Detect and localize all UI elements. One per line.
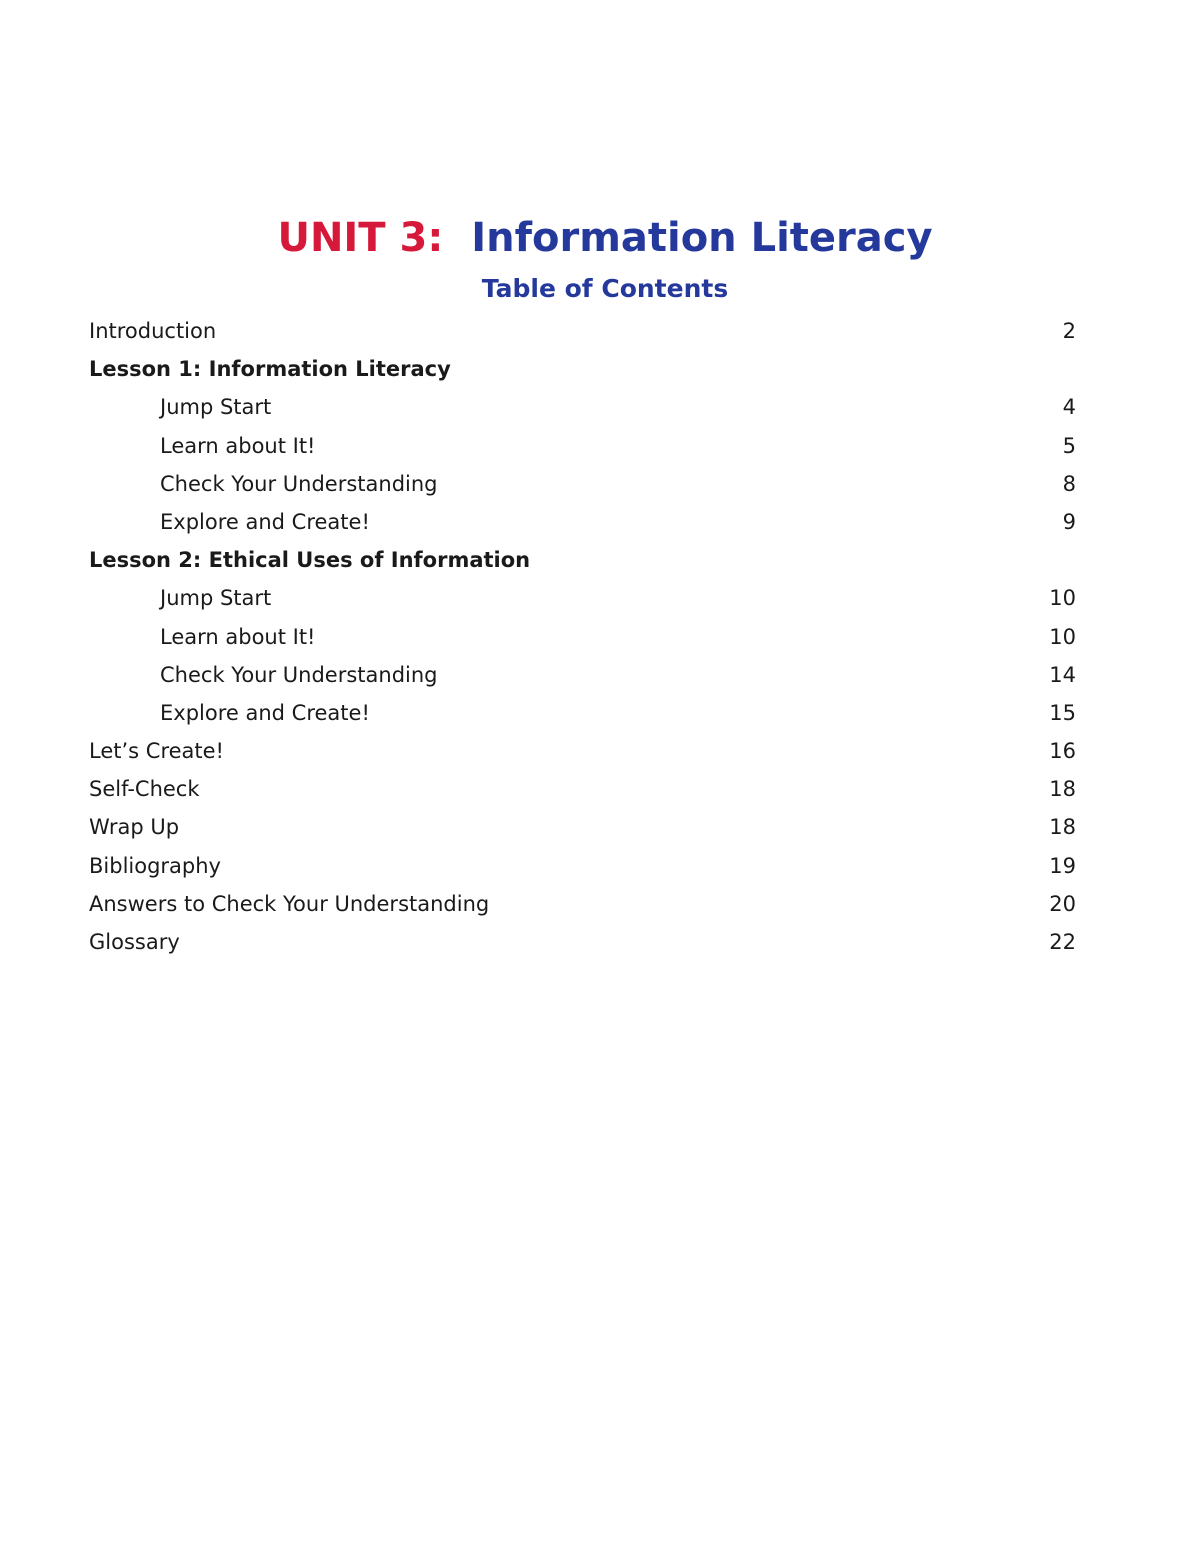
toc-entry-glossary[interactable]	[89, 923, 1076, 961]
toc-entry-label: Bibliography	[89, 853, 221, 878]
toc-section-lesson-1[interactable]	[89, 350, 1076, 388]
toc-entry-label: Learn about It!	[160, 624, 316, 649]
toc-entry-lesson-2-check-understanding[interactable]	[89, 656, 1076, 694]
page-title	[0, 210, 1200, 266]
toc-entry-label: Introduction	[89, 319, 217, 343]
toc-entry-label: Jump Start	[160, 395, 272, 420]
toc-entry-label: Let’s Create!	[89, 739, 224, 764]
toc-entry-label: Check Your Understanding	[160, 662, 438, 687]
toc-entry-lesson-2-jump-start[interactable]	[89, 579, 1076, 617]
toc-entry-page: 10	[1049, 624, 1076, 649]
title-unit: UNIT 3:	[277, 215, 444, 261]
toc-entry-lesson-1-explore-create[interactable]	[89, 503, 1076, 541]
toc-entry-introduction[interactable]	[89, 312, 1076, 350]
toc-entry-wrap-up[interactable]	[89, 808, 1076, 846]
table-of-contents	[89, 312, 1076, 961]
toc-entry-page: 22	[1049, 930, 1076, 954]
toc-entry-page: 10	[1049, 586, 1076, 611]
toc-entry-page: 19	[1049, 853, 1076, 878]
toc-entry-lesson-2-explore-create[interactable]	[89, 694, 1076, 732]
toc-entry-page: 20	[1049, 891, 1076, 916]
toc-entry-page: 14	[1049, 662, 1076, 687]
toc-entry-label: Explore and Create!	[160, 509, 370, 534]
toc-entry-self-check[interactable]	[89, 770, 1076, 808]
toc-entry-page: 4	[1062, 395, 1076, 420]
toc-entry-page: 18	[1049, 777, 1076, 802]
toc-section-lesson-2[interactable]	[89, 541, 1076, 579]
toc-entry-page: 8	[1062, 471, 1076, 496]
toc-entry-lesson-1-learn-about-it[interactable]	[89, 427, 1076, 465]
toc-entry-label: Glossary	[89, 930, 180, 954]
toc-section-label: Lesson 2: Ethical Uses of Information	[89, 548, 531, 573]
toc-entry-bibliography[interactable]	[89, 847, 1076, 885]
toc-entry-label: Check Your Understanding	[160, 471, 438, 496]
toc-section-label: Lesson 1: Information Literacy	[89, 357, 451, 382]
toc-entry-label: Answers to Check Your Understanding	[89, 891, 490, 916]
toc-entry-lesson-1-jump-start[interactable]	[89, 388, 1076, 426]
toc-entry-page: 15	[1049, 700, 1076, 725]
toc-entry-label: Jump Start	[160, 586, 272, 611]
toc-entry-label: Wrap Up	[89, 815, 180, 840]
toc-entry-page: 5	[1062, 433, 1076, 458]
toc-entry-lesson-2-learn-about-it[interactable]	[89, 618, 1076, 656]
toc-entry-label: Self-Check	[89, 777, 200, 802]
toc-entry-page: 18	[1049, 815, 1076, 840]
toc-entry-lets-create[interactable]	[89, 732, 1076, 770]
title-subject: Information Literacy	[471, 215, 933, 261]
toc-entry-page: 9	[1062, 509, 1076, 534]
toc-entry-page: 16	[1049, 739, 1076, 764]
table-of-contents-heading: Table of Contents	[481, 274, 729, 303]
toc-entry-page: 2	[1062, 319, 1076, 343]
toc-entry-label: Learn about It!	[160, 433, 316, 458]
toc-entry-label: Explore and Create!	[160, 700, 370, 725]
toc-entry-answers[interactable]	[89, 885, 1076, 923]
toc-entry-lesson-1-check-understanding[interactable]	[89, 465, 1076, 503]
